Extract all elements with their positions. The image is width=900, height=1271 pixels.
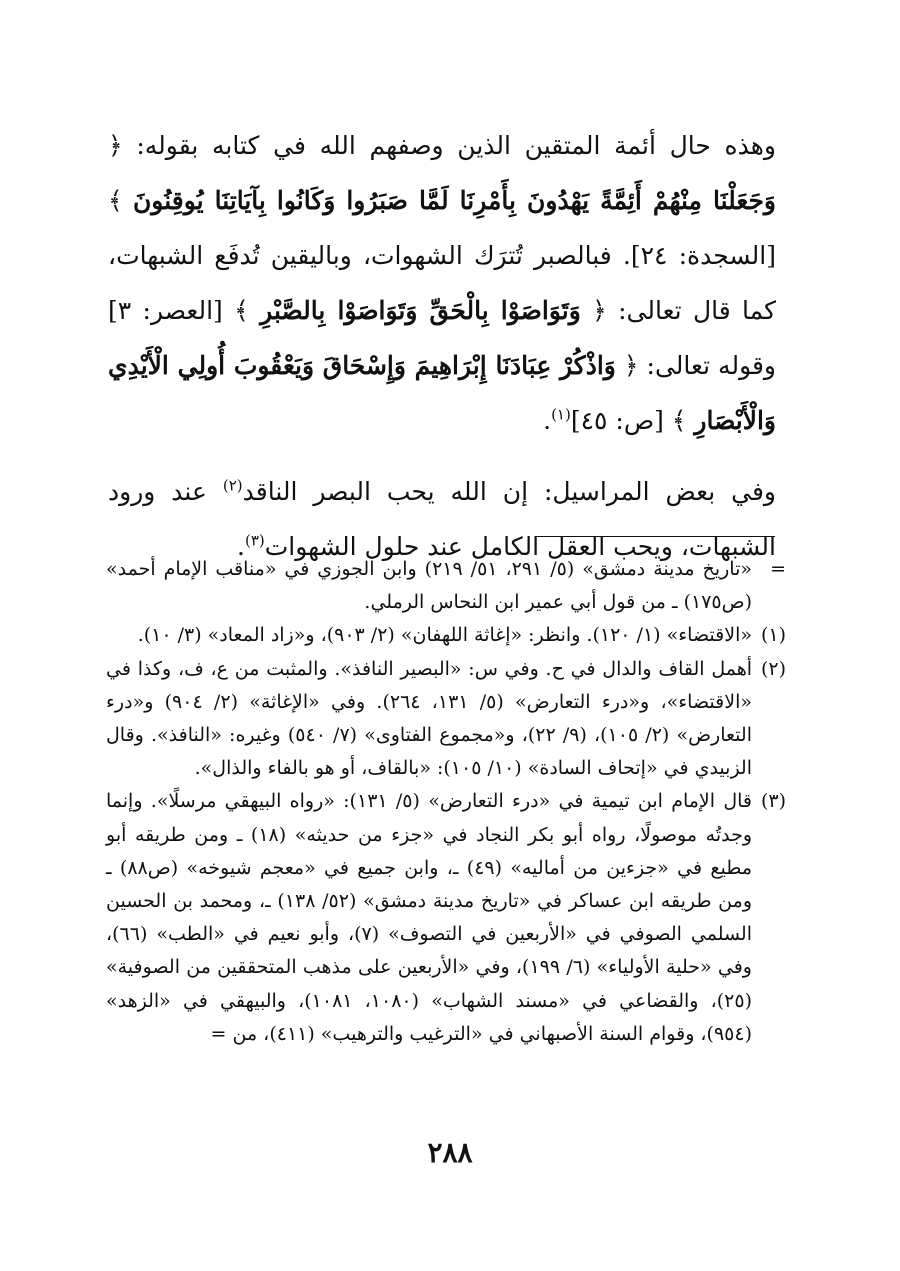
quran-close-bracket: ﴾ <box>108 186 123 215</box>
quran-open-bracket: ﴿ <box>592 296 607 325</box>
main-paragraph-1 <box>108 118 776 448</box>
footnote-text: أهمل القاف والدال في ح. وفي س: «البصير النافذ». والمثبت من ع، ف، وكذا في «الاقتضاء»، و«درء التعارض» (٥/ ١٣١، ٢٦٤). وفي «الإغاثة» (٢/ ٩٠٤) و«درء التعارض» (٢/ ١٠٥)، (٩/ ٢٢)، و«مجموع الفتاوى» (٧/ ٥٤٠) وغيره: «النافذ». وقال الزبيدي في «إتحاف السادة» (١٠/ ١٠٥): «بالقاف، أو هو بالفاء والذال». <box>106 657 752 780</box>
footnote-ref-2[interactable]: (٢) <box>222 476 243 495</box>
footnotes-section <box>106 553 786 1051</box>
page-number: ٢٨٨ <box>427 1136 473 1169</box>
paragraph-1-middle: فبالصبر تُترَك الشهوات، وباليقين تُدفَع الشبهات، كما قال تعالى: <box>108 241 777 325</box>
footnote-ref-3[interactable]: (٣) <box>244 531 265 550</box>
footnote-text: «الاقتضاء» (١/ ١٢٠). وانظر: «إغاثة اللهفان» (٢/ ٩٠٣)، و«زاد المعاد» (٣/ ١٠). <box>137 624 752 647</box>
footnote-continuation <box>106 553 786 619</box>
verse-reference-asr: [العصر: ٣] وقوله تعالى: <box>108 296 777 380</box>
paragraph-2-end: . <box>237 532 245 561</box>
verse-reference-sad: [ص: ٤٥] <box>570 406 664 435</box>
main-text <box>108 118 776 574</box>
footnote-marker: (١) <box>760 624 786 647</box>
footnote-3 <box>106 785 786 1051</box>
footnote-text: قال الإمام ابن تيمية في «درء التعارض» (٥/ ١٣١): «رواه البيهقي مرسلًا». وإنما وجدتُه موصولًا، رواه أبو بكر النجاد في «جزء من حديثه» (١٨) ـ ومن طريقه أبو مطيع في «جزءين من أماليه» (٤٩) ـ، وابن جميع في «معجم شيوخه» (ص٨٨) ـ ومن طريقه ابن عساكر في «تاريخ مدينة دمشق» (٥٢/ ١٣٨) ـ، ومحمد بن الحسين السلمي الصوفي في «الأربعين في التصوف» (٧)، وأبو نعيم في «الطب» (٦٦)، وفي «حلية الأولياء» (٦/ ١٩٩)، وفي «الأربعين على مذهب المتحققين من الصوفية» (٢٥)، والقضاعي في «مسند الشهاب» (١٠٨٠، ١٠٨١)، والبيهقي في «الزهد» (٩٥٤)، وقوام السنة الأصبهاني في «الترغيب والترهيب» (٤١١)، من = <box>106 790 753 1045</box>
quran-open-bracket: ﴿ <box>108 131 123 160</box>
paragraph-2-part-1: وفي بعض المراسيل: إن الله يحب البصر الناقد <box>242 477 776 506</box>
quran-verse-asr: وَتَوَاصَوْا بِالْحَقِّ وَتَوَاصَوْا بِالصَّبْرِ <box>260 296 581 325</box>
paragraph-2-part-2: عند ورود الشبهات، ويحب العقل الكامل عند حلول الشهوات <box>108 477 776 561</box>
quran-close-bracket: ﴾ <box>234 296 249 325</box>
footnote-ref-1[interactable]: (١) <box>551 405 571 424</box>
quran-close-bracket: ﴾ <box>671 406 687 435</box>
footnote-2 <box>106 653 786 786</box>
quran-verse-sad: وَاذْكُرْ عِبَادَنَا إِبْرَاهِيمَ وَإِسْحَاقَ وَيَعْقُوبَ أُولِي الْأَيْدِي وَالْأَبْصَارِ <box>108 351 776 435</box>
quran-verse-sajda: وَجَعَلْنَا مِنْهُمْ أَئِمَّةً يَهْدُونَ بِأَمْرِنَا لَمَّا صَبَرُوا وَكَانُوا بِآيَاتِنَا يُوقِنُونَ <box>132 186 777 215</box>
footnote-1 <box>106 619 786 652</box>
paragraph-1-intro: وهذه حال أئمة المتقين الذين وصفهم الله في كتابه بقوله: <box>136 131 776 160</box>
footnote-text: «تاريخ مدينة دمشق» (٥/ ٢٩١، ٥١/ ٢١٩) وابن الجوزي في «مناقب الإمام أحمد» (ص١٧٥) ـ من قول أبي عمير ابن النحاس الرملي. <box>106 558 752 614</box>
paragraph-1-end: . <box>543 406 552 435</box>
footnote-separator <box>535 536 775 537</box>
footnote-marker: = <box>770 558 786 580</box>
footnote-marker: (٣) <box>760 790 786 813</box>
quran-open-bracket: ﴿ <box>623 351 639 380</box>
footnote-marker: (٢) <box>760 657 786 680</box>
verse-reference-sajda: [السجدة: ٢٤]. <box>622 241 776 270</box>
